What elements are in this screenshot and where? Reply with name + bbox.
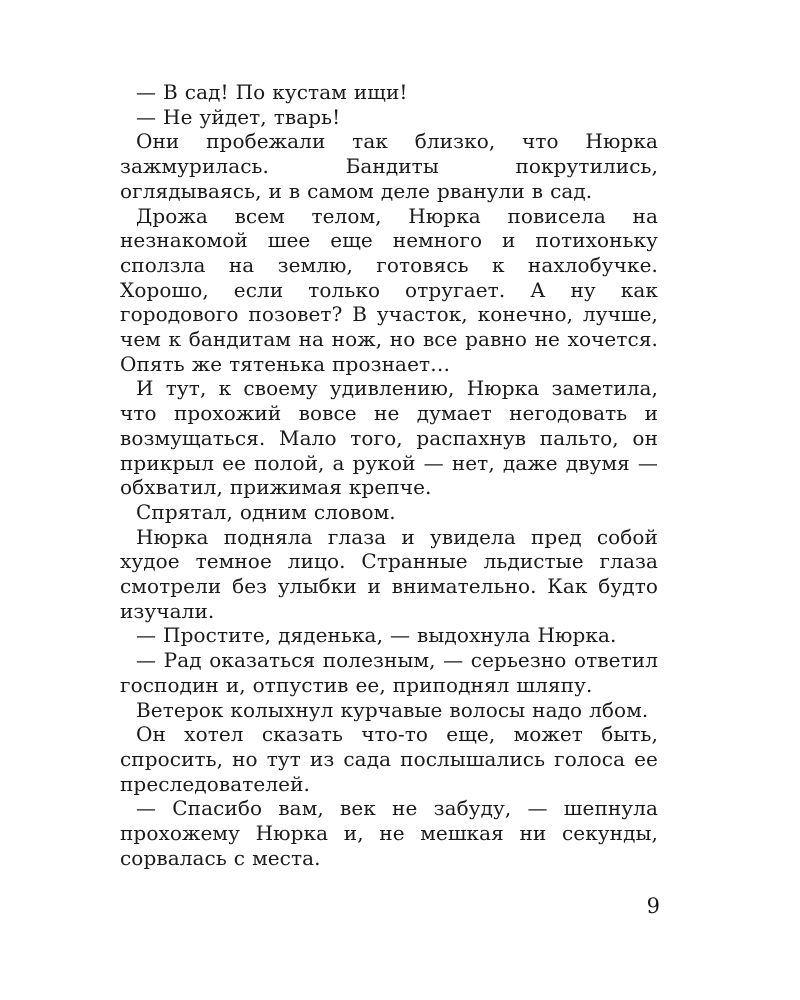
paragraph: — Спасибо вам, век не забуду, — шепнула прохожему Нюрка и, не мешкая ни секунды, сорвалась с места. [120, 796, 658, 870]
paragraph: — Рад оказаться полезным, — серьезно ответил господин и, отпустив ее, приподнял шляпу. [120, 648, 658, 697]
paragraph: Спрятал, одним словом. [136, 499, 396, 524]
paragraph: — Не уйдет, тварь! [136, 104, 341, 129]
paragraph: — В сад! По кустам ищи! [136, 80, 408, 104]
paragraph: Нюрка подняла глаза и увидела пред собой худое темное лицо. Странные льдистые глаза смотрели без улыбки и внимательно. Как будто изучали. [120, 524, 658, 623]
paragraph: Он хотел сказать что-то еще, может быть, спросить, но тут из сада послышались голоса ее преследователей. [120, 722, 658, 796]
paragraph: Ветерок колыхнул курчавые волосы надо лбом. [136, 697, 649, 722]
paragraph: — Простите, дяденька, — выдохнула Нюрка. [136, 623, 617, 648]
paragraph: Дрожа всем телом, Нюрка повисела на незнакомой шее еще немного и потихоньку сползла на землю, готовясь к нахлобучке. Хорошо, если только отругает. А ну как городового позовет? В участок, конечно, лучше, чем к бандитам на нож, но все равно не хочется. Опять же тятенька прознает… [120, 203, 658, 376]
body-text [120, 80, 658, 871]
paragraph: Они пробежали так близко, что Нюрка зажмурилась. Бандиты покрутились, оглядываясь, и в самом деле рванули в сад. [120, 129, 658, 203]
paragraph: И тут, к своему удивлению, Нюрка заметила, что прохожий вовсе не думает негодовать и возмущаться. Мало того, распахнув пальто, он прикрыл ее полой, а рукой — нет, даже двумя — обхватил, прижимая крепче. [120, 376, 658, 500]
page-number: 9 [646, 894, 660, 918]
